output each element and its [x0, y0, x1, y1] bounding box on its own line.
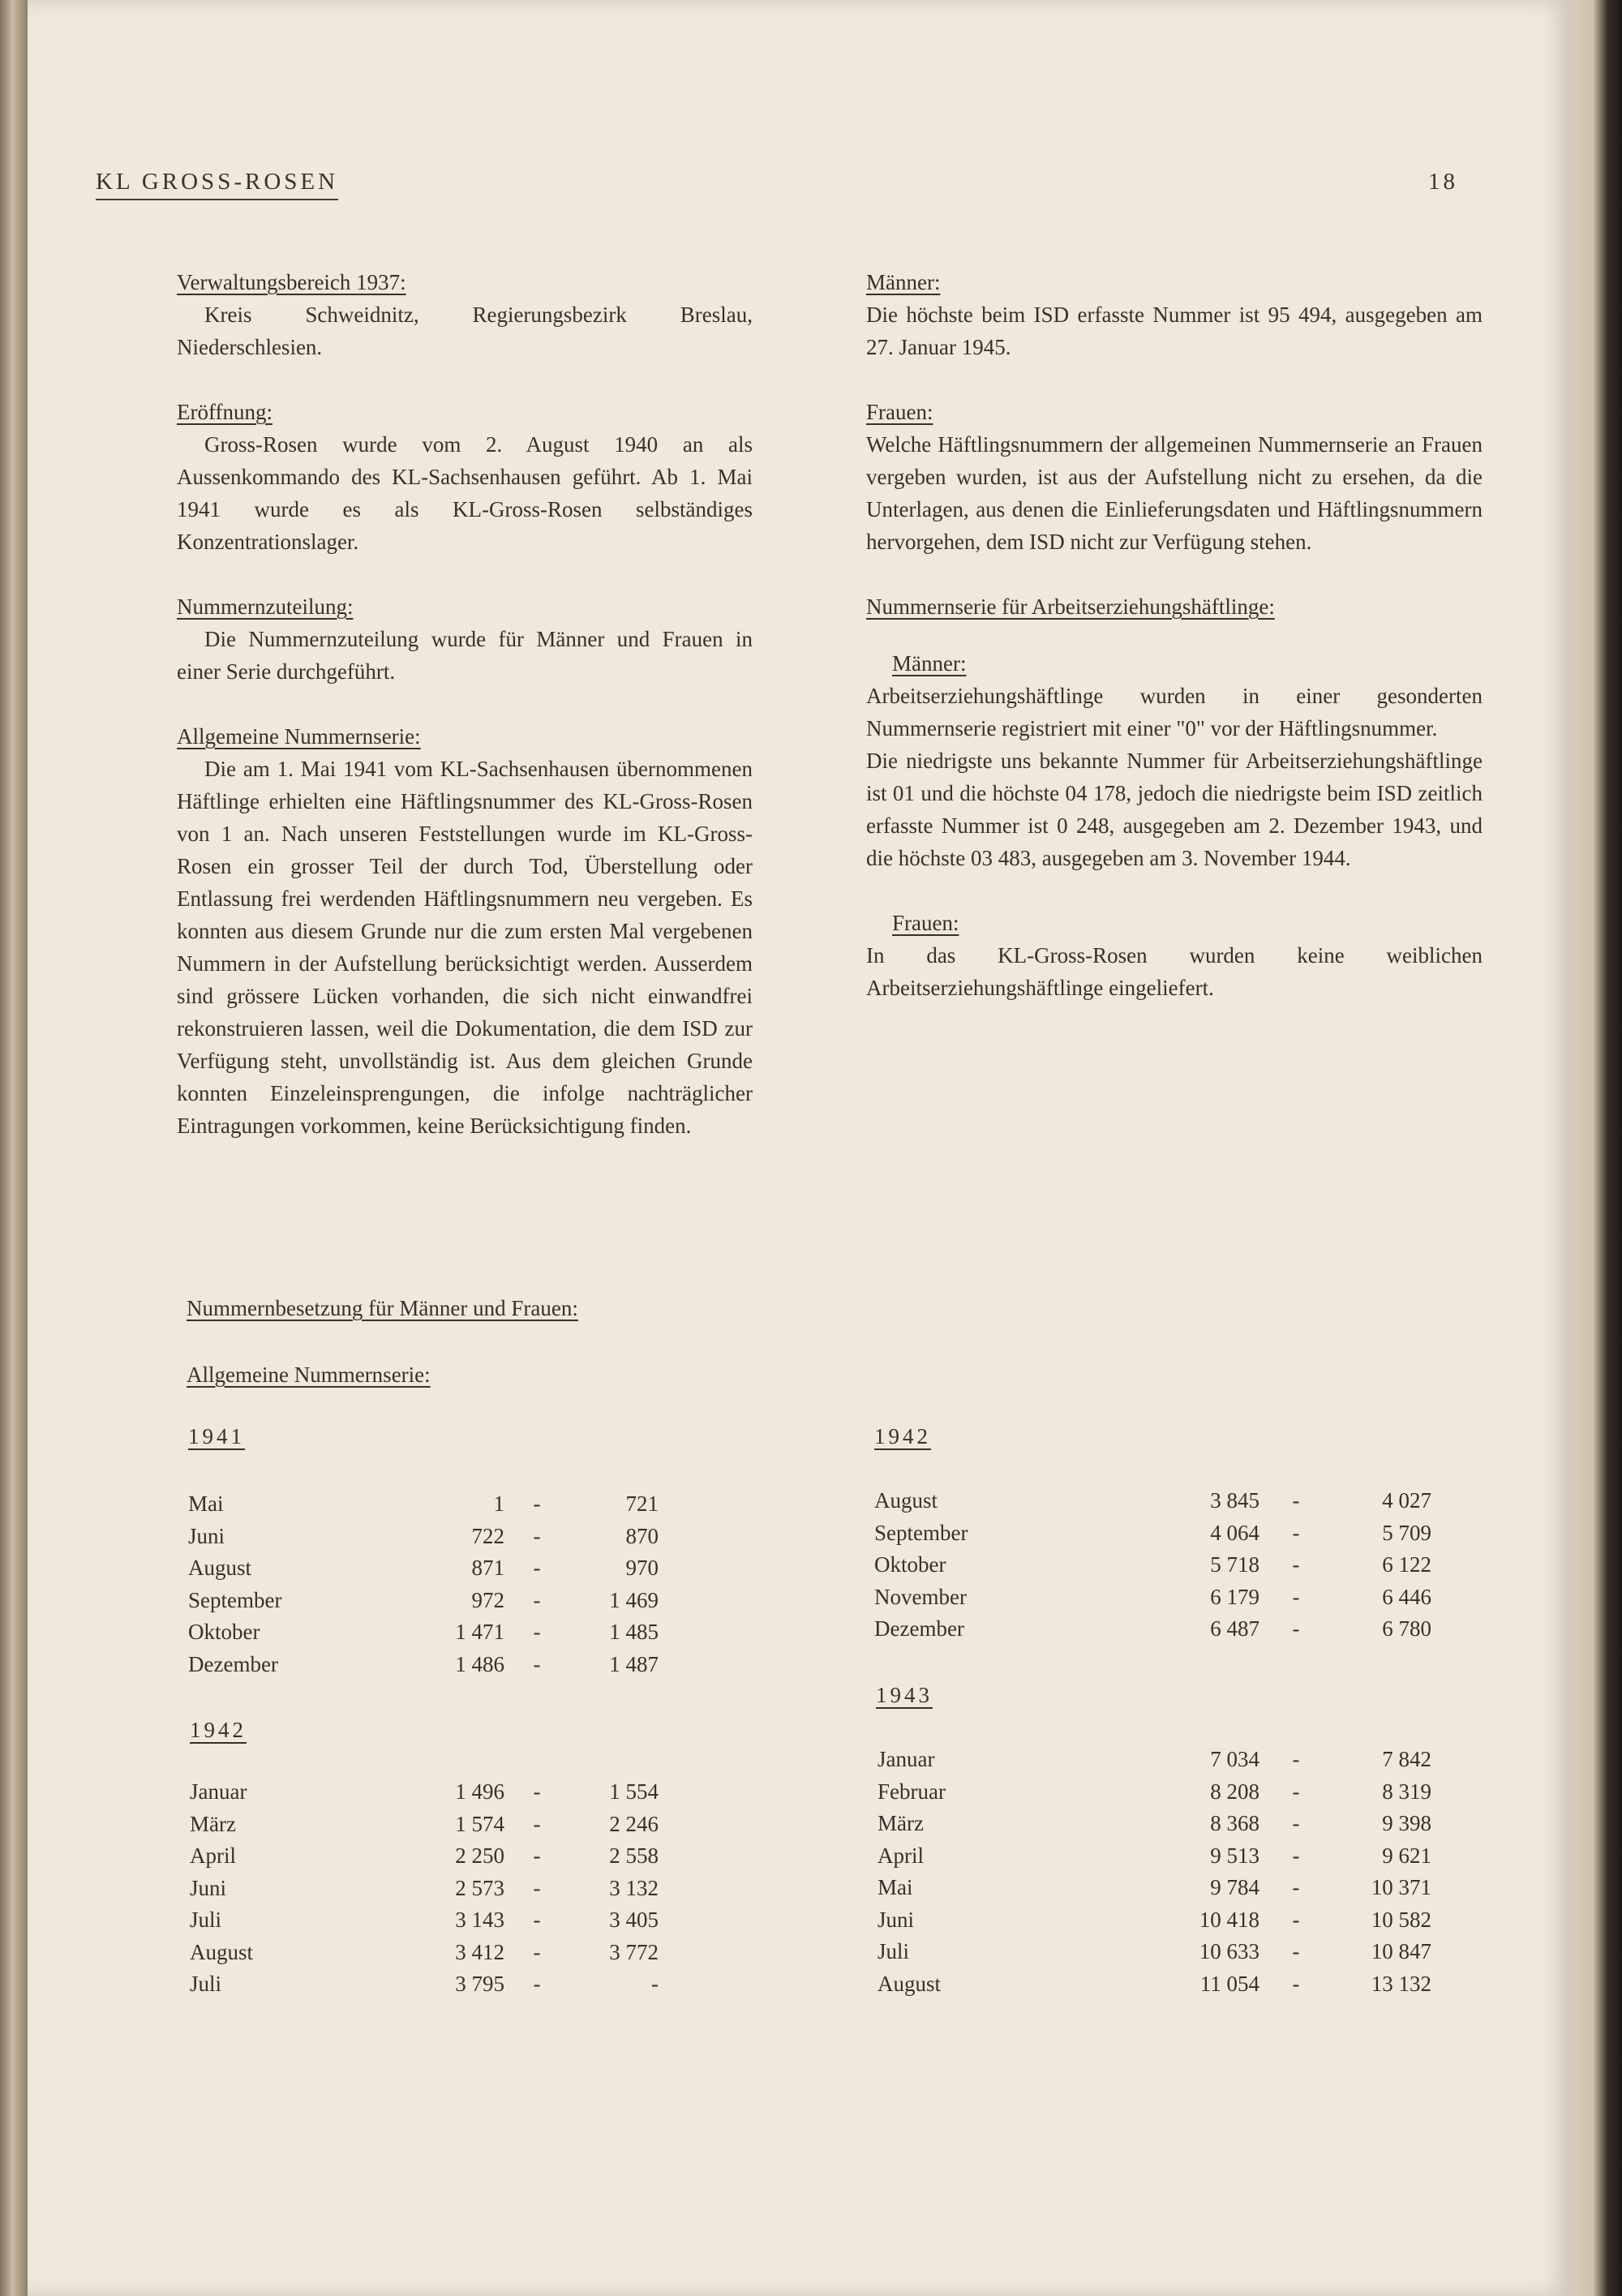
from-number: 10 633 [1199, 1939, 1259, 1963]
section-text: Die am 1. Mai 1941 vom KL-Sachsenhausen übernommenen Häftlinge erhielten eine Häftlingsnummer des KL-Gross-Rosen von 1 an. Nach unseren Feststellungen wurde im KL-Gross-Rosen ein grosser Teil der durch Tod, Überstellung oder Entlassung frei werdenden Häftlingsnummern neu vergeben. Es konnten aus diesem Grunde nur die zum ersten Mal vergebenen Nummern in der Aufstellung berücksichtigt werden. Ausserdem sind grössere Lücken vorhanden, die sich nicht einwandfrei rekonstruieren lassen, weil die Dokumentation, die dem ISD zur Verfügung steht, unvollständig ist. Aus dem gleichen Grunde konnten Einzeleinsprengungen, die infolge nachträglicher Eintragungen vorkommen, keine Berücksichtigung finden. [177, 757, 753, 1138]
month-cell: Juli [878, 1939, 910, 1963]
besetzung-subtitle: Allgemeine Nummernserie: [187, 1363, 431, 1387]
section-label: Verwaltungsbereich 1937: [177, 270, 406, 294]
table-row [874, 1613, 1431, 1646]
table-row [878, 1968, 1431, 2001]
section-text: In das KL-Gross-Rosen wurden keine weiblichen Arbeitserziehungshäftlinge eingeliefert. [866, 943, 1483, 1000]
to-number: 3 405 [609, 1908, 659, 1932]
range-dash: - [533, 1556, 541, 1580]
range-dash: - [533, 1843, 541, 1868]
section-frauen [866, 396, 1483, 558]
from-number: 3 845 [1210, 1488, 1259, 1513]
range-dash: - [533, 1811, 541, 1836]
section-text: Welche Häftlingsnummern der allgemeinen Nummernserie an Frauen vergeben wurden, ist aus der Aufstellung nicht zu ersehen, da die Unterlagen, aus denen die Einlieferungsdaten und Häftlingsnummern hervorgehen, dem ISD nicht zur Verfügung stehen. [866, 432, 1483, 554]
year-heading: 1942 [874, 1424, 931, 1448]
range-dash: - [1292, 1971, 1300, 1996]
from-number: 972 [471, 1587, 504, 1612]
from-number: 4 064 [1210, 1520, 1259, 1545]
right-column [866, 266, 1483, 1036]
month-cell: September [188, 1587, 282, 1612]
year-heading: 1943 [876, 1683, 933, 1707]
section-label: Männer: [866, 270, 941, 294]
section-text: Die niedrigste uns bekannte Nummer für Arbeitserziehungshäftlinge ist 01 und die höchste 04 178, jedoch die niedrigste beim ISD zeitlich erfasste Nummer ist 0 248, ausgegeben am 2. Dezember 1943, und die höchste 03 483, ausgegeben am 3. November 1944. [866, 749, 1483, 870]
section-text: Arbeitserziehungshäftlinge wurden in einer gesonderten Nummernserie registriert mit einer "0" vor der Häftlingsnummer. [866, 684, 1483, 740]
section-text: Die höchste beim ISD erfasste Nummer ist 95 494, ausgegeben am 27. Januar 1945. [866, 303, 1483, 359]
to-number: 1 485 [609, 1620, 659, 1644]
month-cell: März [878, 1811, 924, 1835]
range-dash: - [533, 1939, 541, 1964]
besetzung-title: Nummernbesetzung für Männer und Frauen: [187, 1296, 578, 1320]
from-number: 3 795 [455, 1972, 504, 1996]
section-maenner [866, 266, 1483, 363]
month-cell: September [874, 1520, 968, 1545]
table-row [190, 1776, 659, 1809]
from-number: 5 718 [1210, 1552, 1259, 1577]
section-text: Die Nummernzuteilung wurde für Männer und Frauen in einer Serie durchgeführt. [177, 627, 753, 684]
range-dash: - [1292, 1616, 1300, 1641]
section-verwaltung [177, 266, 753, 363]
page-number: 18 [1428, 169, 1458, 195]
range-dash: - [533, 1587, 541, 1612]
from-number: 2 573 [455, 1875, 504, 1900]
from-number: 2 250 [455, 1843, 504, 1868]
table-row [190, 1968, 659, 2001]
month-cell: Juni [188, 1523, 225, 1548]
to-number: 721 [625, 1491, 659, 1516]
range-dash: - [1292, 1875, 1300, 1899]
table-row [878, 1776, 1431, 1809]
table-row [878, 1872, 1431, 1904]
month-cell: Dezember [188, 1651, 278, 1676]
range-dash: - [1292, 1584, 1300, 1609]
section-label: Männer: [892, 651, 967, 676]
from-number: 1 [493, 1491, 504, 1516]
section-title: Nummernserie für Arbeitserziehungshäftlinge: [866, 594, 1275, 619]
from-number: 3 143 [455, 1908, 504, 1932]
to-number: 970 [625, 1556, 659, 1580]
table-row [878, 1808, 1431, 1840]
table-row [188, 1649, 659, 1681]
to-number: 2 558 [609, 1843, 659, 1868]
month-cell: August [190, 1939, 254, 1964]
table-row [878, 1744, 1431, 1776]
from-number: 9 513 [1210, 1843, 1259, 1868]
table-row [874, 1485, 1431, 1517]
table-row [190, 1904, 659, 1937]
camp-title: KL GROSS-ROSEN [96, 169, 338, 200]
from-number: 9 784 [1210, 1875, 1259, 1899]
table-row [188, 1585, 659, 1617]
from-number: 8 368 [1210, 1811, 1259, 1835]
to-number: 2 246 [609, 1811, 659, 1836]
range-dash: - [533, 1651, 541, 1676]
month-cell: August [878, 1971, 942, 1996]
to-number: 3 132 [609, 1875, 659, 1900]
from-number: 7 034 [1210, 1747, 1259, 1771]
from-number: 722 [471, 1523, 504, 1548]
table-row [874, 1581, 1431, 1614]
section-nummernzuteilung [177, 590, 753, 688]
to-number: 10 847 [1371, 1939, 1431, 1963]
month-cell: Juni [878, 1907, 915, 1932]
range-dash: - [1292, 1939, 1300, 1963]
month-cell: April [878, 1843, 924, 1868]
range-dash: - [1292, 1811, 1300, 1835]
table-row [878, 1936, 1431, 1968]
month-cell: März [190, 1811, 236, 1836]
table-row [190, 1937, 659, 1969]
section-eroeffnung [177, 396, 753, 558]
to-number: 4 027 [1382, 1488, 1431, 1513]
range-dash: - [533, 1875, 541, 1900]
month-cell: Juni [190, 1875, 227, 1900]
to-number: 1 487 [609, 1651, 659, 1676]
month-cell: Mai [878, 1875, 913, 1899]
table-row [878, 1840, 1431, 1873]
range-dash: - [1292, 1843, 1300, 1868]
table-row [878, 1904, 1431, 1937]
month-cell: August [874, 1488, 938, 1513]
table-row [874, 1549, 1431, 1581]
page-edge [1573, 0, 1622, 2296]
to-number: 3 772 [609, 1939, 659, 1964]
from-number: 11 054 [1199, 1971, 1259, 1996]
range-dash: - [1292, 1907, 1300, 1932]
page-header [96, 169, 1458, 204]
to-number: - [651, 1972, 659, 1996]
to-number: 10 371 [1371, 1875, 1431, 1899]
number-table [874, 1485, 1431, 1646]
from-number: 871 [471, 1556, 504, 1580]
table-row [190, 1840, 659, 1873]
table-row [874, 1517, 1431, 1550]
from-number: 3 412 [455, 1939, 504, 1964]
section-text: Gross-Rosen wurde vom 2. August 1940 an als Aussenkommando des KL-Sachsenhausen geführt. Ab 1. Mai 1941 wurde es als KL-Gross-Rosen selbständiges Konzentrationslager. [177, 432, 753, 554]
section-allgemeine [177, 720, 753, 1142]
range-dash: - [533, 1972, 541, 1996]
to-number: 6 780 [1382, 1616, 1431, 1641]
from-number: 6 179 [1210, 1584, 1259, 1609]
range-dash: - [1292, 1747, 1300, 1771]
from-number: 1 574 [455, 1811, 504, 1836]
section-label: Eröffnung: [177, 400, 272, 424]
month-cell: August [188, 1556, 252, 1580]
section-text: Kreis Schweidnitz, Regierungsbezirk Breslau, Niederschlesien. [177, 303, 753, 359]
from-number: 1 471 [455, 1620, 504, 1644]
table-row [188, 1616, 659, 1649]
month-cell: Oktober [874, 1552, 946, 1577]
to-number: 9 621 [1382, 1843, 1431, 1868]
book-spine [0, 0, 28, 2296]
to-number: 7 842 [1382, 1747, 1431, 1771]
range-dash: - [533, 1620, 541, 1644]
section-label: Frauen: [892, 911, 959, 935]
section-arbeit-frauen [866, 907, 1483, 1004]
table-row [190, 1809, 659, 1841]
to-number: 13 132 [1371, 1971, 1431, 1996]
from-number: 1 496 [455, 1779, 504, 1804]
year-heading: 1942 [190, 1718, 247, 1742]
month-cell: April [190, 1843, 236, 1868]
number-table [188, 1488, 659, 1680]
range-dash: - [533, 1491, 541, 1516]
from-number: 6 487 [1210, 1616, 1259, 1641]
year-heading: 1941 [188, 1424, 245, 1448]
range-dash: - [1292, 1520, 1300, 1545]
month-cell: Dezember [874, 1616, 964, 1641]
from-number: 8 208 [1210, 1779, 1259, 1804]
to-number: 5 709 [1382, 1520, 1431, 1545]
month-cell: Mai [188, 1491, 224, 1516]
to-number: 8 319 [1382, 1779, 1431, 1804]
month-cell: Januar [190, 1779, 247, 1804]
month-cell: Januar [878, 1747, 935, 1771]
to-number: 10 582 [1371, 1907, 1431, 1932]
range-dash: - [1292, 1552, 1300, 1577]
to-number: 1 554 [609, 1779, 659, 1804]
range-dash: - [533, 1908, 541, 1932]
range-dash: - [1292, 1779, 1300, 1804]
range-dash: - [1292, 1488, 1300, 1513]
left-column [177, 266, 753, 1174]
section-label: Frauen: [866, 400, 933, 424]
from-number: 10 418 [1199, 1907, 1259, 1932]
to-number: 6 122 [1382, 1552, 1431, 1577]
table-row [188, 1552, 659, 1585]
range-dash: - [533, 1779, 541, 1804]
section-arbeit [866, 590, 1483, 874]
range-dash: - [533, 1523, 541, 1548]
table-row [190, 1873, 659, 1905]
month-cell: Februar [878, 1779, 946, 1804]
number-table [878, 1744, 1431, 2000]
from-number: 1 486 [455, 1651, 504, 1676]
section-label: Allgemeine Nummernserie: [177, 724, 421, 749]
month-cell: Oktober [188, 1620, 260, 1644]
month-cell: November [874, 1584, 967, 1609]
number-table [190, 1776, 659, 2001]
month-cell: Juli [190, 1972, 222, 1996]
section-label: Nummernzuteilung: [177, 594, 354, 619]
to-number: 870 [625, 1523, 659, 1548]
to-number: 9 398 [1382, 1811, 1431, 1835]
table-row [188, 1521, 659, 1553]
month-cell: Juli [190, 1908, 222, 1932]
table-row [188, 1488, 659, 1521]
to-number: 1 469 [609, 1587, 659, 1612]
to-number: 6 446 [1382, 1584, 1431, 1609]
